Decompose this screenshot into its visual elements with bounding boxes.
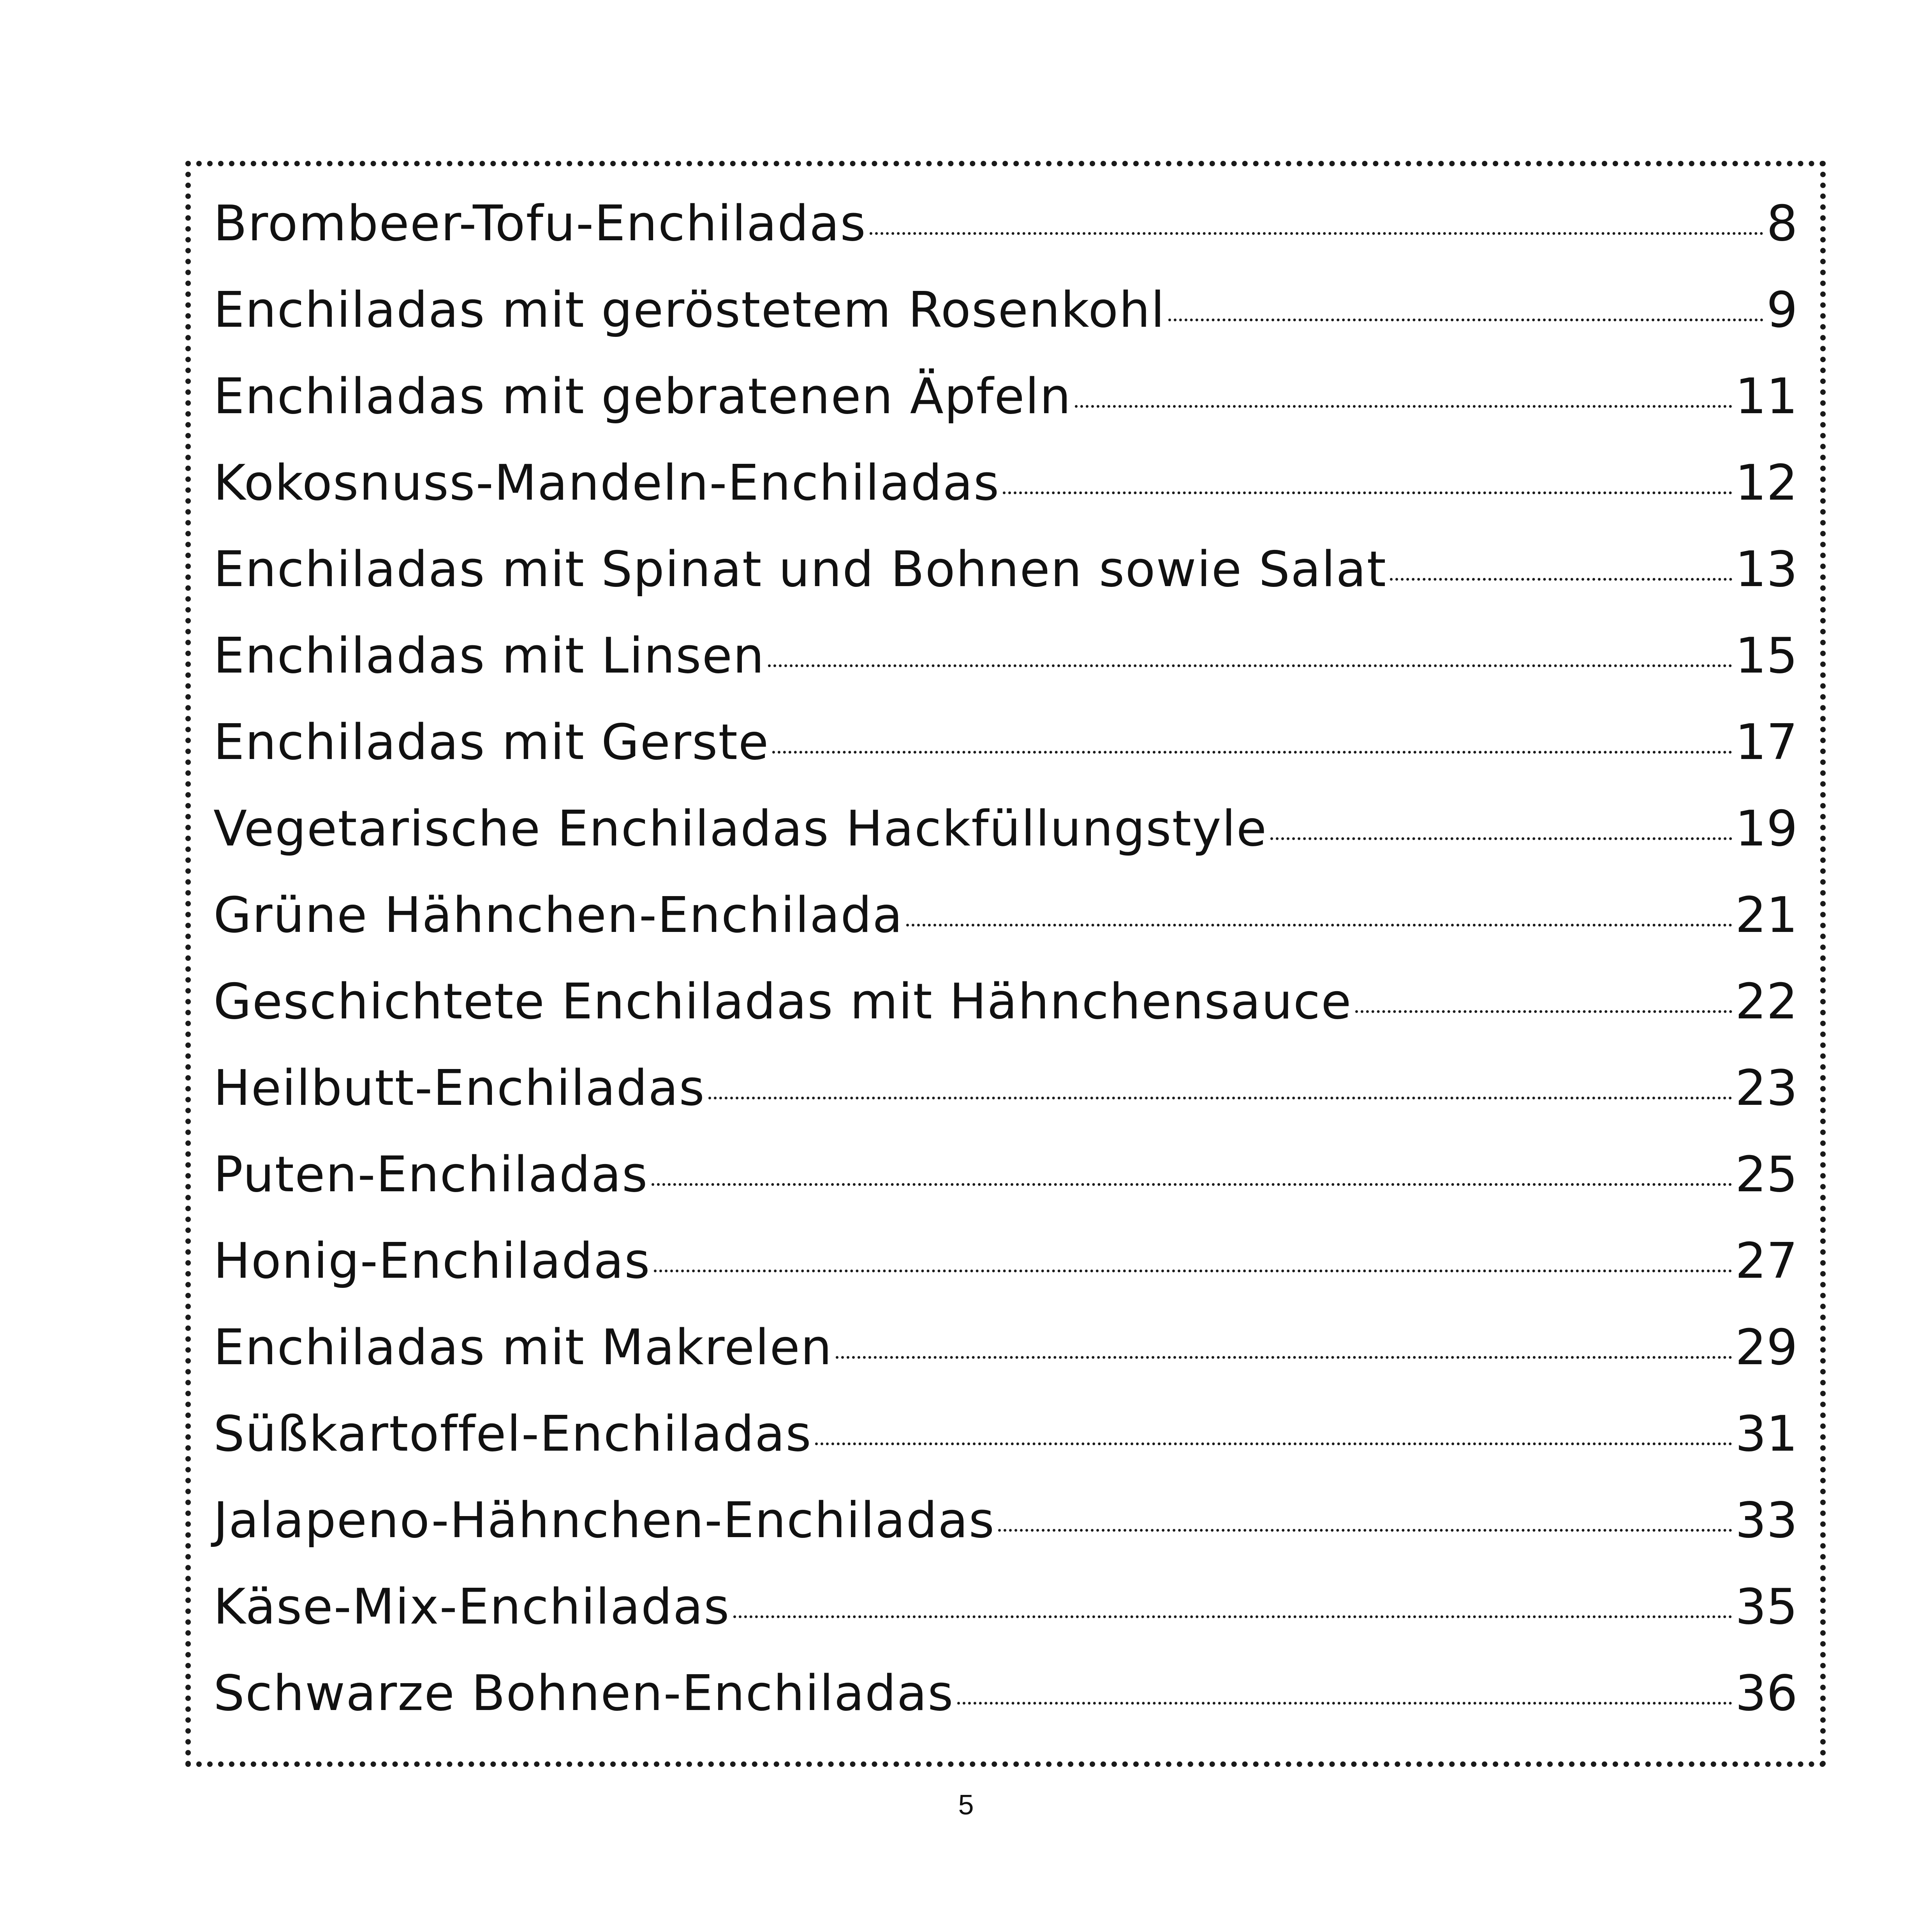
toc-entry-page-number: 21	[1735, 886, 1798, 944]
toc-entry-title: Grüne Hähnchen-Enchilada	[213, 886, 903, 944]
toc-entry-page-number: 36	[1735, 1664, 1798, 1722]
toc-entry-page-number: 31	[1735, 1405, 1798, 1462]
toc-entry[interactable]	[213, 1304, 1798, 1391]
toc-entry-title: Enchiladas mit Spinat und Bohnen sowie Salat	[213, 541, 1387, 598]
toc-dot-leader	[772, 751, 1732, 754]
toc-dot-leader	[1390, 578, 1732, 581]
toc-entry-page-number: 25	[1735, 1146, 1798, 1203]
toc-entry-title: Enchiladas mit Linsen	[213, 627, 765, 684]
page-number: 5	[958, 1789, 974, 1821]
toc-entry-title: Heilbutt-Enchiladas	[213, 1059, 706, 1117]
toc-entry-page-number: 23	[1735, 1059, 1798, 1117]
toc-dot-leader	[1355, 1010, 1732, 1013]
toc-dot-leader	[957, 1702, 1732, 1705]
toc-entry-page-number: 11	[1735, 368, 1798, 425]
toc-entry-title: Brombeer-Tofu-Enchiladas	[213, 195, 866, 252]
toc-entry[interactable]	[213, 1045, 1798, 1131]
toc-entry-page-number: 9	[1766, 281, 1798, 338]
toc-entry-title: Jalapeno-Hähnchen-Enchiladas	[213, 1492, 995, 1549]
toc-entry-page-number: 17	[1735, 713, 1798, 771]
toc-entry[interactable]	[213, 1131, 1798, 1218]
toc-entry[interactable]	[213, 353, 1798, 440]
toc-entry[interactable]	[213, 1477, 1798, 1564]
toc-dot-leader	[1270, 837, 1732, 840]
toc-entry-title: Vegetarische Enchiladas Hackfüllungstyle	[213, 800, 1268, 857]
toc-entry-page-number: 27	[1735, 1232, 1798, 1289]
toc-entry[interactable]	[213, 1218, 1798, 1304]
toc-entry[interactable]	[213, 440, 1798, 526]
toc-entry-title: Käse-Mix-Enchiladas	[213, 1578, 730, 1635]
toc-entry[interactable]	[213, 699, 1798, 785]
toc-entry-page-number: 13	[1735, 541, 1798, 598]
toc-entry-title: Geschichtete Enchiladas mit Hähnchensauce	[213, 973, 1352, 1030]
toc-entry-title: Enchiladas mit gebratenen Äpfeln	[213, 368, 1072, 425]
toc-entry-title: Kokosnuss-Mandeln-Enchiladas	[213, 454, 1000, 511]
toc-dot-leader	[768, 664, 1732, 667]
toc-dot-leader	[652, 1183, 1732, 1186]
toc-dot-leader	[815, 1442, 1732, 1445]
toc-entry[interactable]	[213, 1391, 1798, 1477]
toc-dot-leader	[654, 1270, 1732, 1272]
toc-entry-page-number: 29	[1735, 1319, 1798, 1376]
toc-entry-page-number: 35	[1735, 1578, 1798, 1635]
toc-entry-title: Enchiladas mit Gerste	[213, 713, 770, 771]
toc-entry[interactable]	[213, 1650, 1798, 1737]
toc-dot-leader	[733, 1615, 1732, 1618]
toc-entry-page-number: 15	[1735, 627, 1798, 684]
toc-entry-page-number: 33	[1735, 1492, 1798, 1549]
toc-entry[interactable]	[213, 180, 1798, 267]
toc-entry[interactable]	[213, 958, 1798, 1045]
toc-dot-leader	[836, 1356, 1732, 1359]
table-of-contents	[213, 180, 1798, 1737]
toc-entry[interactable]	[213, 1564, 1798, 1650]
toc-entry-title: Enchiladas mit geröstetem Rosenkohl	[213, 281, 1166, 338]
toc-entry[interactable]	[213, 267, 1798, 353]
toc-entry-title: Schwarze Bohnen-Enchiladas	[213, 1664, 954, 1722]
toc-entry-page-number: 22	[1735, 973, 1798, 1030]
toc-entry-title: Enchiladas mit Makrelen	[213, 1319, 833, 1376]
toc-dot-leader	[870, 232, 1763, 235]
table-of-contents-frame	[185, 161, 1826, 1767]
toc-dot-leader	[1003, 491, 1732, 494]
toc-dot-leader	[708, 1097, 1732, 1099]
toc-entry-title: Puten-Enchiladas	[213, 1146, 648, 1203]
toc-entry-page-number: 19	[1735, 800, 1798, 857]
toc-dot-leader	[1075, 405, 1732, 408]
toc-dot-leader	[906, 924, 1732, 926]
toc-entry[interactable]	[213, 785, 1798, 872]
toc-entry-title: Honig-Enchiladas	[213, 1232, 651, 1289]
toc-entry[interactable]	[213, 872, 1798, 958]
toc-entry[interactable]	[213, 526, 1798, 613]
toc-dot-leader	[1168, 319, 1763, 321]
toc-dot-leader	[998, 1529, 1732, 1532]
toc-entry-page-number: 12	[1735, 454, 1798, 511]
toc-entry-title: Süßkartoffel-Enchiladas	[213, 1405, 812, 1462]
toc-entry[interactable]	[213, 613, 1798, 699]
toc-entry-page-number: 8	[1766, 195, 1798, 252]
